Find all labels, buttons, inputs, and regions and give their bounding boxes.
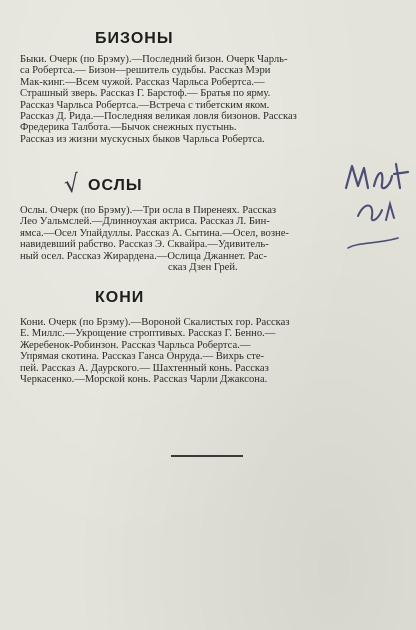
text-line: навидевший рабство. Рассказ Э. Сквайра.—Удивитель- (20, 239, 269, 251)
section-text-horses (20, 317, 396, 385)
section-divider (171, 455, 243, 457)
text-line: Рассказ Чарльса Робертса.—Встреча с тибетским яком. (20, 99, 270, 111)
text-line: Упрямая скотина. Рассказ Ганса Онруда.— Вихрь сте- (20, 351, 265, 363)
check-mark-icon: √ (62, 169, 82, 199)
text-line: Ослы. Очерк (по Брэму).—Три осла в Пиренеях. Рассказ (20, 205, 277, 216)
text-line: сказ Дзен Грей. (168, 262, 238, 274)
text-line: пей. Рассказ А. Даурского.— Шахтенный конь. Рассказ (20, 362, 269, 374)
text-line: Е. Миллс.—Укрощение строптивых. Рассказ Г. Бенно.— (20, 328, 276, 340)
text-line: Мак-кинг.—Всем чужой. Рассказ Чарльса Робертса.— (20, 76, 265, 88)
section-title-bisons: БИЗОНЫ (95, 30, 174, 47)
section-text-bisons (20, 54, 396, 145)
text-line: ямса.—Осел Упайдуллы. Рассказ А. Сытина.—Осел, возне- (20, 227, 289, 239)
handwritten-note-icon (338, 158, 416, 253)
section-title-donkeys: ОСЛЫ (88, 177, 143, 194)
text-line: Лео Уальмслей.—Длинноухая актриса. Рассказ Л. Бин- (20, 216, 270, 228)
text-line: ный осел. Рассказ Жирардена.—Ослица Джаннет. Рас- (20, 250, 267, 262)
text-line: Кони. Очерк (по Брэму).—Вороной Скалистых гор. Рассказ (20, 317, 290, 328)
text-line: Рассказ Д. Рида.—Последняя великая ловля бизонов. Рассказ (20, 111, 297, 123)
text-line: Черкасенко.—Морской конь. Рассказ Чарли Джаксона. (20, 374, 268, 386)
text-line: са Робертса.— Бизон—решитель судьбы. Рассказ Мэри (20, 65, 271, 77)
section-title-horses: КОНИ (95, 289, 145, 306)
text-line: Фредерика Талбота.—Бычок снежных пустынь. (20, 122, 237, 134)
text-line: Страшный зверь. Рассказ Г. Барстоф.— Братья по ярму. (20, 88, 271, 100)
text-line: Жеребенок-Робинзон. Рассказ Чарльса Робертса.— (20, 339, 251, 351)
text-line: Рассказ из жизни мускусных быков Чарльса Робертса. (20, 133, 265, 145)
text-line: Быки. Очерк (по Брэму).—Последний бизон. Очерк Чарль- (20, 54, 288, 65)
